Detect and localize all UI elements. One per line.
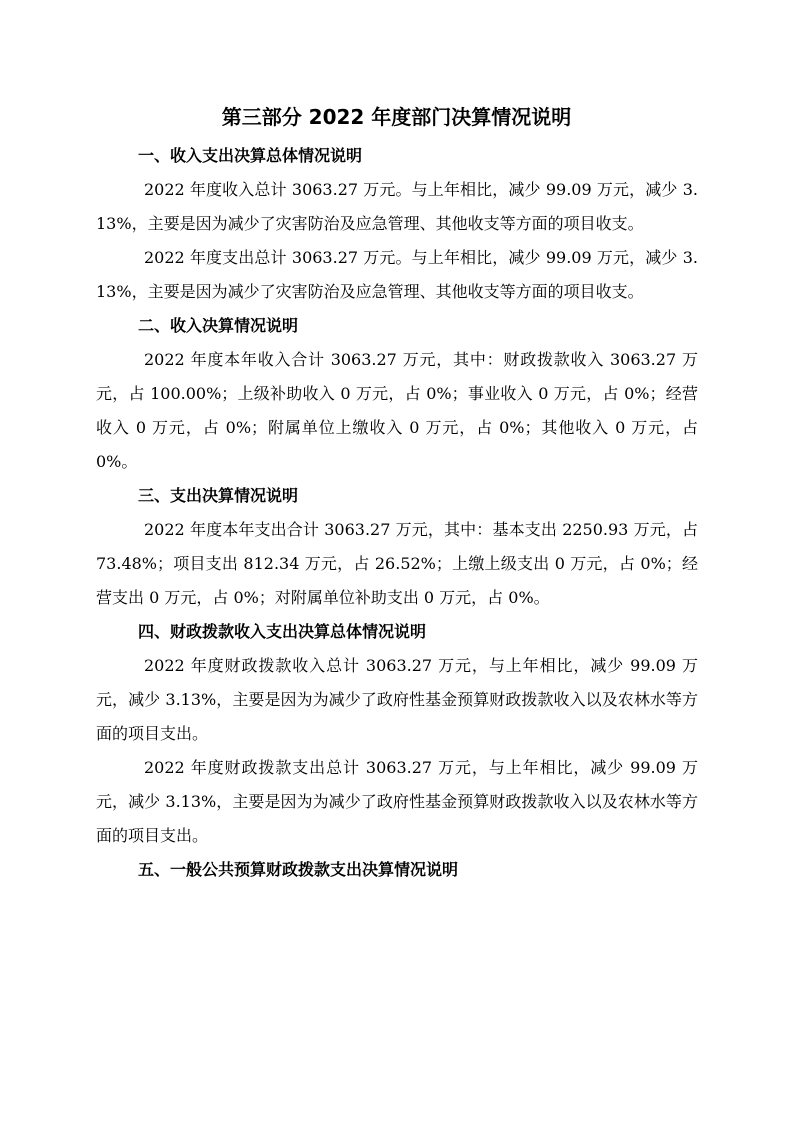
section-2-paragraph-1: 2022 年度本年收入合计 3063.27 万元，其中：财政拨款收入 3063.27 万元，占 100.00%；上级补助收入 0 万元，占 0%；事业收入 0 万元，占 0%；经营收入 0 万元，占 0%；附属单位上缴收入 0 万元，占 0%；其他收入 0 万元，占 0%。: [96, 350, 698, 471]
document-body: [96, 139, 698, 887]
section-heading-5: 五、一般公共预算财政拨款支出决算情况说明: [138, 860, 459, 879]
section-4-paragraph-2: 2022 年度财政拨款支出总计 3063.27 万元，与上年相比，减少 99.09 万元，减少 3.13%，主要是因为为减少了政府性基金预算财政拨款收入以及农林水等方面的项目支出。: [96, 758, 698, 845]
section-heading-1: 一、收入支出决算总体情况说明: [138, 146, 363, 165]
section-1-paragraph-1: 2022 年度收入总计 3063.27 万元。与上年相比，减少 99.09 万元，减少 3.13%，主要是因为减少了灾害防治及应急管理、其他收支等方面的项目收支。: [96, 180, 698, 233]
section-heading-3: 三、支出决算情况说明: [138, 486, 299, 505]
section-heading-4: 四、财政拨款收入支出决算总体情况说明: [138, 622, 427, 641]
section-1-paragraph-2: 2022 年度支出总计 3063.27 万元。与上年相比，减少 99.09 万元，减少 3.13%，主要是因为减少了灾害防治及应急管理、其他收支等方面的项目收支。: [96, 248, 698, 301]
section-4-paragraph-1: 2022 年度财政拨款收入总计 3063.27 万元，与上年相比，减少 99.09 万元，减少 3.13%，主要是因为为减少了政府性基金预算财政拨款收入以及农林水等方面的项目支出。: [96, 656, 698, 743]
document-title: 第三部分 2022 年度部门决算情况说明: [221, 105, 572, 129]
section-3-paragraph-1: 2022 年度本年支出合计 3063.27 万元，其中：基本支出 2250.93 万元，占 73.48%；项目支出 812.34 万元，占 26.52%；上缴上级支出 0 万元，占 0%；经营支出 0 万元，占 0%；对附属单位补助支出 0 万元，占 0%。: [96, 520, 698, 607]
section-heading-2: 二、收入决算情况说明: [138, 316, 299, 335]
